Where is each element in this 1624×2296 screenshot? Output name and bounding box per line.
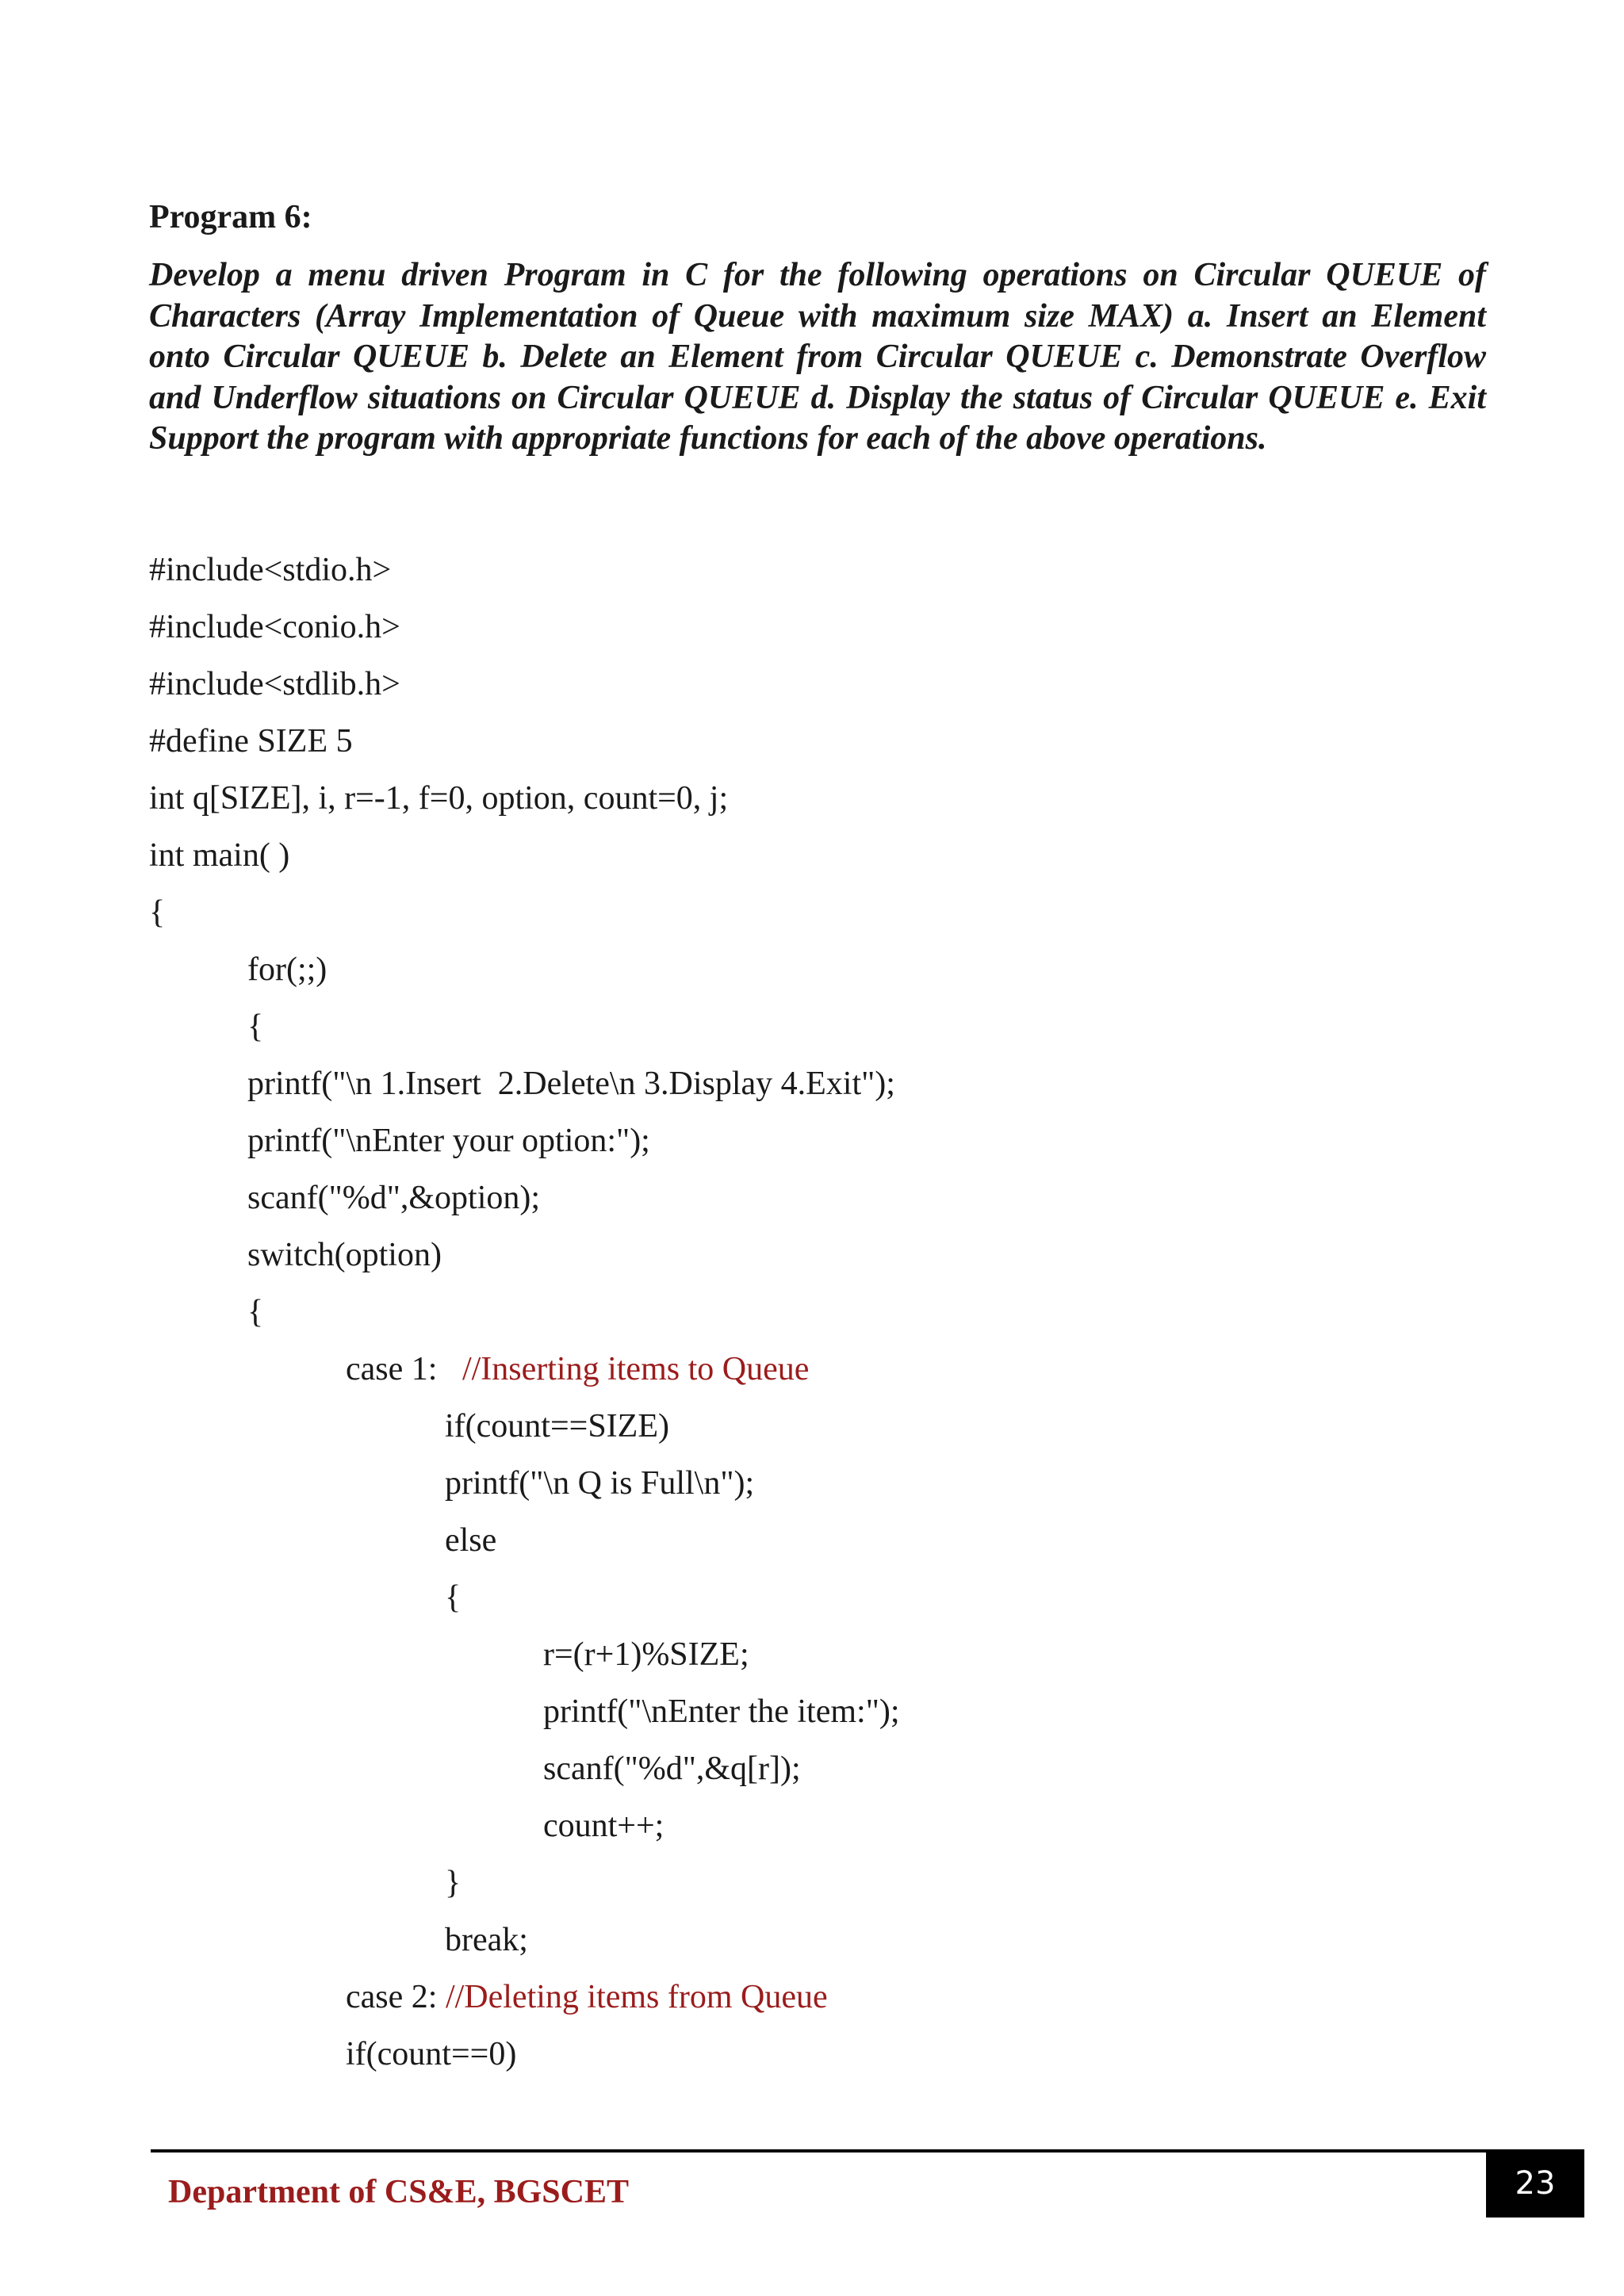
code-comment: //Inserting items to Queue [462, 1351, 810, 1387]
code-comment: //Deleting items from Queue [445, 1979, 828, 2015]
footer-divider [151, 2149, 1487, 2152]
code-line: case 2: //Deleting items from Queue [346, 1979, 828, 2015]
code-line: } [445, 1865, 462, 1901]
program-heading: Program 6: [149, 199, 312, 235]
code-line: else [445, 1522, 497, 1559]
code-line: { [149, 894, 166, 931]
page-number-badge [1486, 2149, 1584, 2218]
code-line: r=(r+1)%SIZE; [543, 1636, 749, 1673]
code-line: #include<conio.h> [149, 609, 400, 645]
code-line: if(count==0) [346, 2036, 517, 2072]
code-line: printf("\nEnter the item:"); [543, 1693, 900, 1730]
code-line: #include<stdlib.h> [149, 666, 400, 702]
code-line: scanf("%d",&q[r]); [543, 1751, 801, 1787]
code-line: for(;;) [247, 951, 327, 988]
code-line: printf("\n 1.Insert 2.Delete\n 3.Display 4.Exit"); [247, 1066, 895, 1102]
code-line: case 1: //Inserting items to Queue [346, 1351, 810, 1387]
code-line: int q[SIZE], i, r=-1, f=0, option, count=0, j; [149, 780, 729, 817]
page-number: 23 [1515, 2165, 1556, 2202]
code-line: #define SIZE 5 [149, 723, 353, 760]
code-line: if(count==SIZE) [445, 1408, 669, 1445]
code-line: break; [445, 1922, 528, 1958]
code-line: int main( ) [149, 837, 290, 874]
code-line: count++; [543, 1808, 665, 1844]
problem-statement: Develop a menu driven Program in C for the following operations on Circular QUEUE of Characters (Array Implementation of Queue with maximum size MAX) a. Insert an Element onto Circular QUEUE b. Delete an Element from Circular QUEUE c. Demonstrate Overflow and Underflow situations on Circular QUEUE d. Display the status of Circular QUEUE e. Exit Support the program with appropriate functions for each of the above operations. [149, 257, 1486, 457]
footer-department: Department of CS&E, BGSCET [168, 2174, 630, 2210]
code-line: printf("\nEnter your option:"); [247, 1123, 650, 1159]
code-line: { [247, 1008, 264, 1045]
code-line: printf("\n Q is Full\n"); [445, 1465, 755, 1502]
code-line: scanf("%d",&option); [247, 1180, 541, 1216]
code-line: { [445, 1579, 462, 1616]
code-line: { [247, 1294, 264, 1330]
code-line: switch(option) [247, 1237, 442, 1273]
code-line: #include<stdio.h> [149, 552, 392, 588]
